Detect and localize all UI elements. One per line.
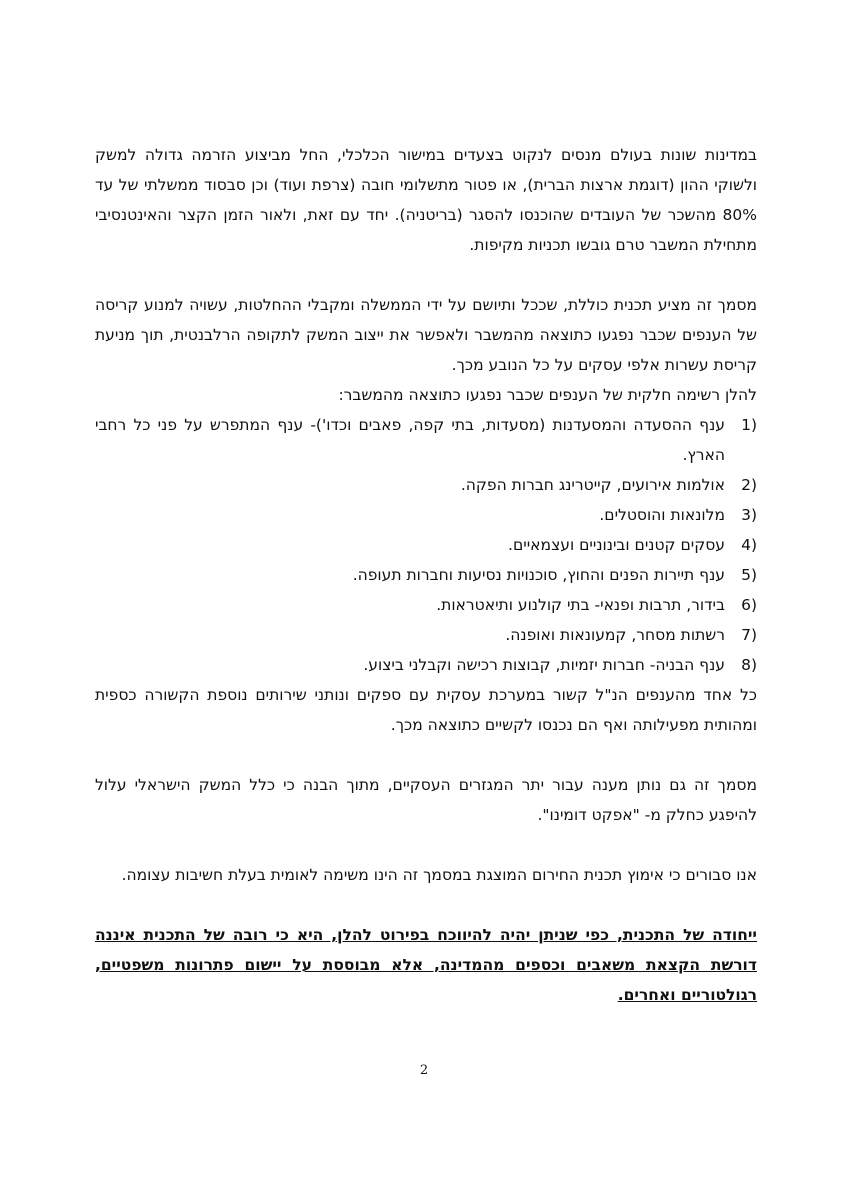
list-item: 1) ענף ההסעדה והמסעדנות (מסעדות, בתי קפה, פאבים וכדו')- ענף המתפרש על פני כל רחבי הארץ. <box>95 416 757 464</box>
paragraph-plan-proposal: מסמך זה מציע תכנית כוללת, שככל ותיושם על ידי הממשלה ומקבלי ההחלטות, עשויה למנוע קריסה של הענפים שכבר נפגעו כתוצאה מהמשבר ולאפשר את ייצוב המשק לתקופה הרלבנטית, תוך מניעת קריסת עשרות אלפי עסקים על כל הנובע מכך. <box>95 296 757 374</box>
list-intro: להלן רשימה חלקית של הענפים שכבר נפגעו כתוצאה מהמשבר: <box>338 386 757 404</box>
list-item: 6) בידור, תרבות ופנאי- בתי קולנוע ותיאטראות. <box>436 596 757 614</box>
list-item: 4) עסקים קטנים ובינוניים ועצמאיים. <box>508 536 757 554</box>
affected-sectors-list <box>95 410 757 680</box>
paragraph-domino-effect: מסמך זה גם נותן מענה עבור יתר המגזרים העסקיים, מתוך הבנה כי כלל המשק הישראלי עלול להיפגע כחלק מ- "אפקט דומינו". <box>95 776 757 824</box>
paragraph-national-mission: אנו סבורים כי אימוץ תכנית החירום המוצגת במסמך זה הינו משימה לאומית בעלת חשיבות עצומה. <box>121 866 757 884</box>
paragraph-world-measures: במדינות שונות בעולם מנסים לנקוט בצעדים במישור הכלכלי, החל מביצוע הזרמה גדולה למשק ולשוקי ההון (דוגמת ארצות הברית), או פטור מתשלומי חובה (צרפת ועוד) וכן סבסוד ממשלתי של עד 80% מהשכר של העובדים שהוכנסו להסגר (בריטניה). יחד עם זאת, ולאור הזמן הקצר והאינטנסיבי מתחילת המשבר טרם גובשו תכניות מקיפות. <box>95 146 757 254</box>
list-item: 8) ענף הבניה- חברות יזמיות, קבוצות רכישה וקבלני ביצוע. <box>363 656 757 674</box>
list-item: 2) אולמות אירועים, קייטרינג חברות הפקה. <box>460 476 757 494</box>
paragraph-plan-uniqueness: ייחודה של התכנית, כפי שניתן יהיה להיווכח בפירוט להלן, היא כי רובה של התכנית איננה דורשת הקצאת משאבים וכספים מהמדינה, אלא מבוססת על יישום פתרונות משפטיים, רגולטוריים ואחרים. <box>95 926 757 1004</box>
document-body <box>95 140 757 1010</box>
paragraph-supply-chain: כל אחד מהענפים הנ"ל קשור במערכת עסקית עם ספקים ונותני שירותים נוספת הקשורה כספית ומהותית מפעילותה ואף הם נכנסו לקשיים כתוצאה מכך. <box>95 686 757 734</box>
list-item: 3) מלונאות והוסטלים. <box>599 506 757 524</box>
list-item: 5) ענף תיירות הפנים והחוץ, סוכנויות נסיעות וחברות תעופה. <box>352 566 757 584</box>
list-item: 7) רשתות מסחר, קמעונאות ואופנה. <box>505 626 757 644</box>
page-number: 2 <box>419 1063 429 1078</box>
